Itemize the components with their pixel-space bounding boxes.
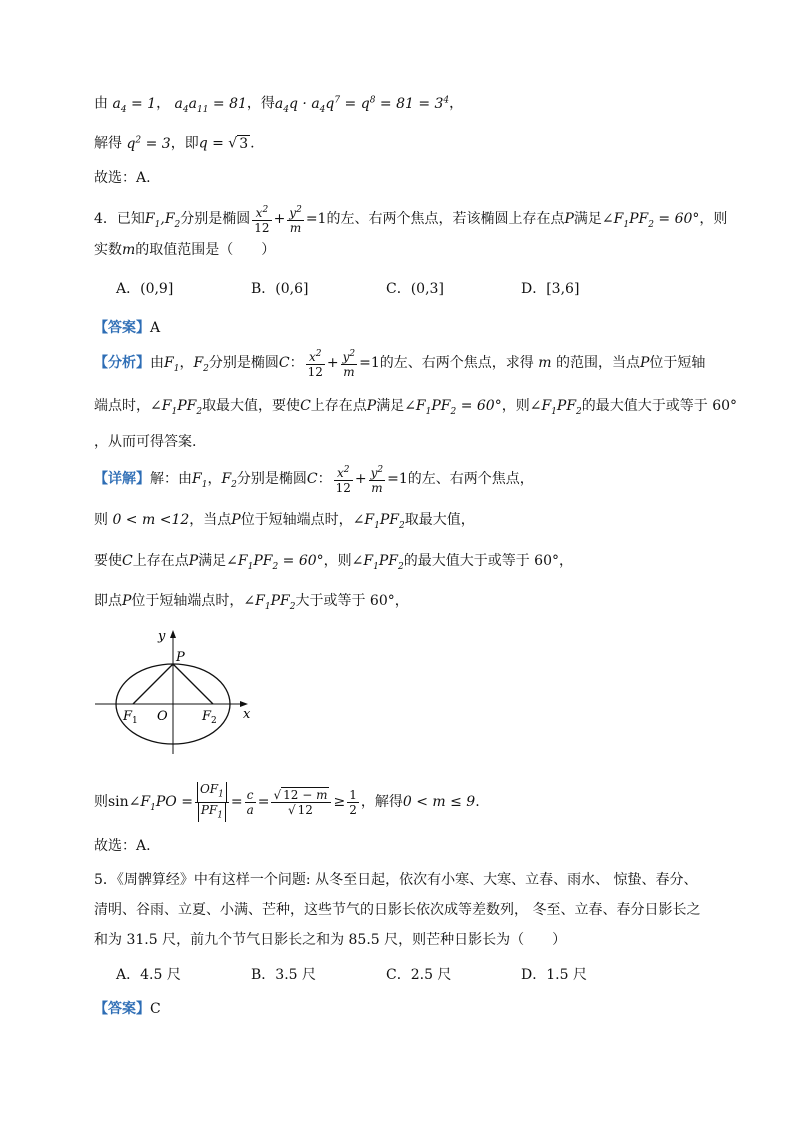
text: . bbox=[475, 794, 480, 810]
option-d[interactable]: D．1.5 尺 bbox=[521, 967, 587, 983]
question-number: 4．已知 bbox=[94, 211, 145, 227]
text: ， bbox=[156, 95, 171, 112]
q4-analysis-line-1: 【分析】由$F_1$，$F_2$分别是椭圆C： $\frac{x^2}{12}$ + $\frac{y^2}{m}$ =1的左、右两个焦点，求得 m 的范围，当点P位于短轴 bbox=[94, 349, 706, 379]
text: 解得 bbox=[94, 135, 122, 152]
text: 位于短轴 bbox=[649, 355, 706, 371]
text: 位于短轴端点时， bbox=[131, 593, 244, 609]
math-C: C bbox=[306, 471, 318, 487]
text: 上存在点 bbox=[310, 398, 367, 414]
math-P: P bbox=[639, 355, 650, 371]
text: 大于或等于 60°， bbox=[295, 593, 409, 609]
label-f1: $F_1$ bbox=[123, 709, 138, 726]
text: 则 bbox=[94, 512, 108, 528]
math-eq: $a_4q \cdot a_4q^7 = q^8 = 81 = 3^4$ bbox=[274, 95, 450, 115]
fraction-of1-pf1: $\frac{OF_1}{PF_1}$ bbox=[195, 782, 229, 822]
label-o: O bbox=[157, 709, 168, 724]
math-angle60: $\angle F_1PF_2 = 60^\circ$ bbox=[226, 553, 324, 572]
text: ，即 bbox=[170, 135, 199, 152]
math-product: $a_4a_{11} = 81$ bbox=[174, 95, 247, 115]
math-result: 0 < m ≤ 9 bbox=[402, 794, 476, 810]
text: 要使 bbox=[94, 553, 122, 569]
analysis-tag: 【分析】 bbox=[94, 355, 150, 371]
q4-options bbox=[116, 279, 656, 299]
q5-line-3: 和为 31.5 尺，前九个节气日影长之和为 85.5 尺，则芒种日影长为（ ） bbox=[94, 932, 567, 948]
math-P: P bbox=[122, 593, 132, 609]
math-m: m bbox=[533, 355, 556, 371]
math-f1f2: $F_1,F_2$ bbox=[144, 211, 181, 230]
q4-detail-line-3 bbox=[94, 551, 573, 577]
fraction-half: $\frac{1}{2}$ bbox=[349, 787, 357, 817]
math-F2: $F_2$ bbox=[193, 355, 209, 374]
math-F1: $F_1$ bbox=[192, 471, 208, 490]
text: 的左、右两个焦点， bbox=[407, 471, 534, 487]
text: 的最大值大于或等于 60°， bbox=[403, 553, 573, 569]
fraction-y2-m: $\frac{y^2}{m}$ bbox=[289, 205, 302, 235]
text: 解：由 bbox=[150, 471, 192, 487]
text: ，当点 bbox=[189, 512, 232, 528]
option-c[interactable]: C．2.5 尺 bbox=[386, 967, 452, 983]
math-P: P bbox=[564, 211, 574, 227]
fraction-y2-m: $\frac{y^2}{m}$ bbox=[342, 349, 356, 379]
option-a[interactable]: A．4.5 尺 bbox=[116, 967, 181, 983]
text: 满足 bbox=[376, 398, 405, 414]
fraction-x2-12: $\frac{x^2}{12}$ bbox=[307, 349, 323, 379]
math-F1: $F_1$ bbox=[164, 355, 180, 374]
option-d[interactable]: D．[3,6] bbox=[521, 281, 580, 297]
math-P: P bbox=[188, 553, 199, 569]
text: 的最大值大于或等于 60° bbox=[581, 398, 738, 414]
text: 的范围，当点 bbox=[555, 355, 640, 371]
math-range: 0 < m <12 bbox=[108, 512, 190, 528]
segment-pf1 bbox=[133, 664, 173, 704]
text: 即点 bbox=[94, 593, 122, 609]
q4-detail-line-1: 【详解】解：由$F_1$，$F_2$分别是椭圆C： $\frac{x^2}{12}$ + $\frac{y^2}{m}$ =1的左、右两个焦点， bbox=[94, 465, 534, 495]
q4-detail-line-2 bbox=[94, 510, 475, 536]
text: ， bbox=[179, 355, 194, 371]
fraction-x2-12: $\frac{x^2}{12}$ bbox=[254, 205, 270, 235]
answer-tag: 【答案】 bbox=[94, 320, 150, 336]
prev-line-1 bbox=[94, 90, 463, 119]
math-angle60: $\angle F_1PF_2 = 60^\circ$ bbox=[404, 398, 502, 417]
text: 取最大值，要使 bbox=[202, 398, 301, 414]
text: ，则 bbox=[323, 553, 352, 569]
text: ，得 bbox=[246, 95, 275, 112]
text: 的取值范围是（ ） bbox=[135, 242, 276, 258]
math-C: C bbox=[122, 553, 133, 569]
text: 分别是椭圆 bbox=[236, 471, 307, 487]
q4-analysis-line-3: ，从而可得答案. bbox=[94, 434, 197, 450]
math-angle: $\angle F_1PF_2$ bbox=[243, 593, 296, 612]
text: ，解得 bbox=[360, 794, 403, 810]
text: ， bbox=[207, 471, 222, 487]
fraction-c-a: $\frac{c}{a}$ bbox=[246, 787, 254, 817]
fraction-y2-m: $\frac{y^2}{m}$ bbox=[370, 465, 384, 495]
label-p: P bbox=[176, 650, 185, 665]
q4-detail-line-4 bbox=[94, 591, 409, 617]
text: 端点时， bbox=[94, 398, 150, 414]
math-P: P bbox=[366, 398, 377, 414]
math-angle: $\angle F_1PF_2 = 60^\circ$ bbox=[601, 211, 700, 230]
text: . bbox=[250, 135, 255, 152]
q5-line-2: 清明、谷雨、立夏、小满、芒种，这些节气的日影长依次成等差数列， 冬至、立春、春分日影长之 bbox=[94, 902, 701, 918]
answer-value: C bbox=[150, 1001, 161, 1017]
label-x: x bbox=[243, 707, 251, 722]
math-angle: $\angle F_1PF_2$ bbox=[351, 553, 404, 572]
text: 上存在点 bbox=[132, 553, 189, 569]
math-sin: $\sin\angle F_1PO$ = bbox=[108, 794, 193, 813]
math-q: q = √ 3 bbox=[198, 135, 249, 152]
math-angle: $\angle F_1PF_2$ bbox=[150, 398, 203, 417]
q4-stem-line-1: 4．已知$F_1,F_2$分别是椭圆 $\frac{x^2}{12}$ + $\frac{y^2}{m}$ =1的左、右两个焦点，若该椭圆上存在点P满足$\angle F_1PF_2 = 60^\circ$，则 bbox=[94, 205, 728, 235]
math-angle: $\angle F_1PF_2$ bbox=[352, 512, 405, 531]
text: ，则 bbox=[501, 398, 530, 414]
q4-answer bbox=[94, 318, 160, 338]
q5-line-1: 5．《周髀算经》中有这样一个问题: 从冬至日起，依次有小寒、大寒、立春、雨水、 惊蛰、春分、 bbox=[94, 872, 698, 888]
q4-end: 故选：A. bbox=[94, 838, 151, 854]
q4-analysis-line-2 bbox=[94, 396, 737, 422]
math-P: P bbox=[231, 512, 241, 528]
text: 分别是椭圆 bbox=[208, 355, 279, 371]
ellipse-figure bbox=[90, 622, 260, 762]
text: 由 bbox=[94, 95, 108, 112]
text: 由 bbox=[150, 355, 164, 371]
math-F2: $F_2$ bbox=[221, 471, 237, 490]
answer-tag: 【答案】 bbox=[94, 1001, 150, 1017]
prev-line-3: 故选：A. bbox=[94, 170, 151, 186]
text: 则 bbox=[94, 794, 108, 810]
text: 分别是椭圆 bbox=[180, 211, 251, 227]
text: 满足 bbox=[198, 553, 227, 569]
fraction-x2-12: $\frac{x^2}{12}$ bbox=[335, 465, 351, 495]
label-f2: $F_2$ bbox=[202, 709, 217, 726]
math-angle: $\angle F_1PF_2$ bbox=[529, 398, 582, 417]
math-q2: $q^2 = 3$ bbox=[126, 135, 171, 152]
answer-value: A bbox=[150, 320, 161, 336]
text: ， bbox=[449, 95, 464, 112]
prev-line-2 bbox=[94, 130, 255, 154]
option-a[interactable]: A．(0,9] bbox=[116, 281, 174, 297]
label-y: y bbox=[158, 629, 166, 644]
text: ，则 bbox=[699, 211, 728, 227]
fraction-sqrt: $\frac{√ 12 - m}{√ 12}$ bbox=[271, 788, 331, 817]
math-C: C bbox=[300, 398, 311, 414]
option-b[interactable]: B．3.5 尺 bbox=[251, 967, 317, 983]
text: 满足 bbox=[573, 211, 602, 227]
text: 取最大值， bbox=[404, 512, 475, 528]
detail-tag: 【详解】 bbox=[94, 471, 150, 487]
q5-answer bbox=[94, 999, 161, 1019]
q5-options bbox=[116, 965, 656, 985]
text: 实数 bbox=[94, 242, 122, 258]
y-axis-arrow bbox=[170, 630, 176, 638]
q4-stem-line-2 bbox=[94, 240, 275, 260]
math-m: m bbox=[122, 242, 136, 258]
text: 的左、右两个焦点，若该椭圆上存在点 bbox=[326, 211, 565, 227]
math-a4: $a_4 = 1$ bbox=[112, 95, 157, 115]
text: 的左、右两个焦点，求得 bbox=[379, 355, 534, 371]
math-C: C bbox=[278, 355, 290, 371]
q4-final-line: 则$\sin\angle F_1PO$ = $\frac{OF_1}{PF_1}$ = $\frac{c}{a}$ = $\frac{√ 12 - m}{√ 12}$ ≥ $\frac{1}{2}$ ，解得0 < m ≤ 9. bbox=[94, 782, 480, 820]
option-b[interactable]: B．(0,6] bbox=[251, 281, 309, 297]
option-c[interactable]: C．(0,3] bbox=[386, 281, 444, 297]
text: 位于短轴端点时， bbox=[240, 512, 353, 528]
segment-pf2 bbox=[173, 664, 213, 704]
